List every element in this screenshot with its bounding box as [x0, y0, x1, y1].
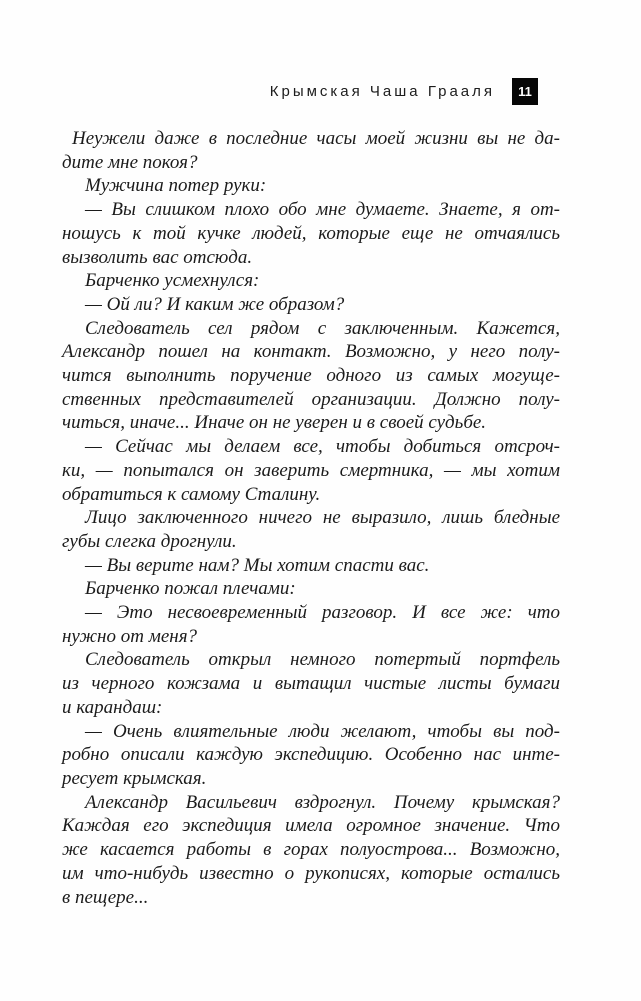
text-line: Следователь сел рядом с заключенным. Кажется, [85, 317, 560, 339]
text-line: дите мне покоя? [62, 151, 198, 173]
text-line: Александр Васильевич вздрогнул. Почему крымская? [85, 791, 560, 813]
text-line: из черного кожзама и вытащил чистые листы бумаги [62, 673, 560, 695]
text-line: Каждая его экспедиция имела огромное значение. Что [62, 815, 560, 837]
running-title: Крымская Чаша Грааля [269, 83, 495, 100]
text-line: ношусь к той кучке людей, которые еще не отчаялись [62, 222, 560, 244]
text-line: ресует крымская. [62, 767, 207, 789]
text-line: — Вы слишком плохо обо мне думаете. Знаете, я от- [85, 199, 560, 221]
text-line: чится выполнить поручение одного из самых могуще- [62, 365, 560, 387]
page-header [0, 78, 538, 105]
text-line: Лицо заключенного ничего не выразило, лишь бледные [85, 507, 560, 529]
text-line: им что-нибудь известно о рукописях, которые остались [62, 862, 560, 884]
text-line: — Это несвоевременный разговор. И все же: что [85, 602, 560, 624]
text-line: обратиться к самому Сталину. [62, 483, 321, 505]
text-line: — Очень влиятельные люди желают, чтобы вы под- [85, 720, 560, 742]
text-line: — Ой ли? И каким же образом? [85, 293, 345, 315]
text-line: нужно от меня? [62, 625, 198, 647]
text-line: губы слегка дрогнули. [62, 530, 237, 552]
text-line: читься, иначе... Иначе он не уверен и в своей судьбе. [62, 412, 487, 434]
page-text [62, 127, 560, 909]
text-line: вызволить вас отсюда. [62, 246, 253, 268]
text-line: робно описали каждую экспедицию. Особенно нас инте- [62, 744, 560, 766]
text-line: ственных представителей организации. Должно полу- [62, 388, 560, 410]
page-number-badge: 11 [512, 78, 538, 105]
text-line: Следователь открыл немного потертый портфель [85, 649, 560, 671]
text-line: и карандаш: [62, 696, 163, 718]
text-line: — Вы верите нам? Мы хотим спасти вас. [85, 554, 430, 576]
text-line: же касается работы в горах полуострова... Возможно, [62, 839, 560, 861]
text-line: Александр пошел на контакт. Возможно, у него полу- [62, 341, 560, 363]
text-line: Барченко усмехнулся: [85, 270, 260, 292]
text-line: Барченко пожал плечами: [85, 578, 296, 600]
text-line: в пещере... [62, 886, 149, 908]
text-line: ки, — попытался он заверить смертника, — мы хотим [62, 459, 560, 481]
text-line: — Сейчас мы делаем все, чтобы добиться отсроч- [85, 436, 560, 458]
text-line: Неужели даже в последние часы моей жизни вы не да- [72, 128, 560, 149]
text-line: Мужчина потер руки: [85, 175, 267, 197]
